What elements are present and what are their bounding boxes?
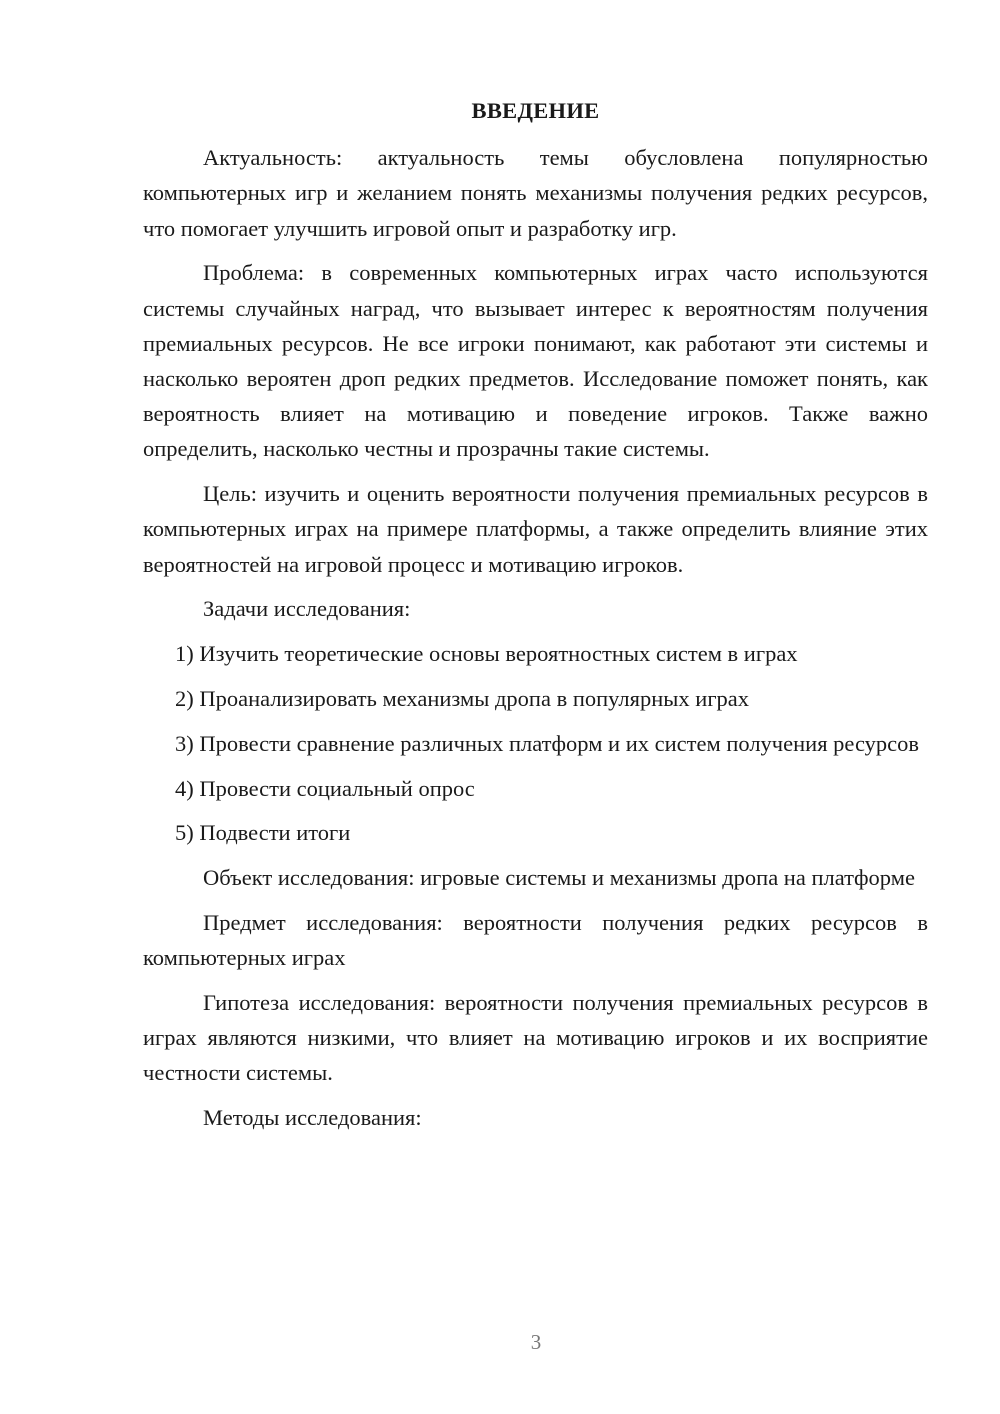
paragraph-subject: Предмет исследования: вероятности получения редких ресурсов в компьютерных играх bbox=[143, 910, 928, 971]
paragraph-object: Объект исследования: игровые системы и механизмы дропа на платформе bbox=[203, 865, 915, 891]
paragraph-relevance: Актуальность: актуальность темы обусловлена популярностью компьютерных игр и желанием понять механизмы получения редких ресурсов, что помогает улучшить игровой опыт и разработку игр. bbox=[143, 145, 928, 241]
task-item: 1) Изучить теоретические основы вероятностных систем в играх bbox=[175, 641, 798, 667]
paragraph-tasks-heading: Задачи исследования: bbox=[203, 596, 411, 622]
page-title: ВВЕДЕНИЕ bbox=[471, 98, 600, 123]
page-number: 3 bbox=[530, 1330, 542, 1354]
paragraph-hypothesis: Гипотеза исследования: вероятности получения премиальных ресурсов в играх являются низкими, что влияет на мотивацию игроков и их восприятие честности системы. bbox=[143, 990, 928, 1086]
paragraph-problem: Проблема: в современных компьютерных играх часто используются системы случайных наград, что вызывает интерес к вероятностям получения премиальных ресурсов. Не все игроки понимают, как работают эти системы и насколько вероятен дроп редких предметов. Исследование поможет понять, как вероятность влияет на мотивацию и поведение игроков. Также важно определить, насколько честны и прозрачны такие системы. bbox=[143, 260, 928, 462]
page-content bbox=[143, 93, 928, 1145]
task-item: 4) Провести социальный опрос bbox=[175, 775, 475, 801]
paragraph-methods: Методы исследования: bbox=[203, 1105, 422, 1131]
task-item: 2) Проанализировать механизмы дропа в популярных играх bbox=[175, 686, 750, 712]
task-item: 5) Подвести итоги bbox=[175, 820, 351, 846]
task-item: 3) Провести сравнение различных платформ и их систем получения ресурсов bbox=[175, 730, 920, 756]
paragraph-goal: Цель: изучить и оценить вероятности получения премиальных ресурсов в компьютерных играх на примере платформы, а также определить влияние этих вероятностей на игровой процесс и мотивацию игроков. bbox=[143, 481, 928, 577]
